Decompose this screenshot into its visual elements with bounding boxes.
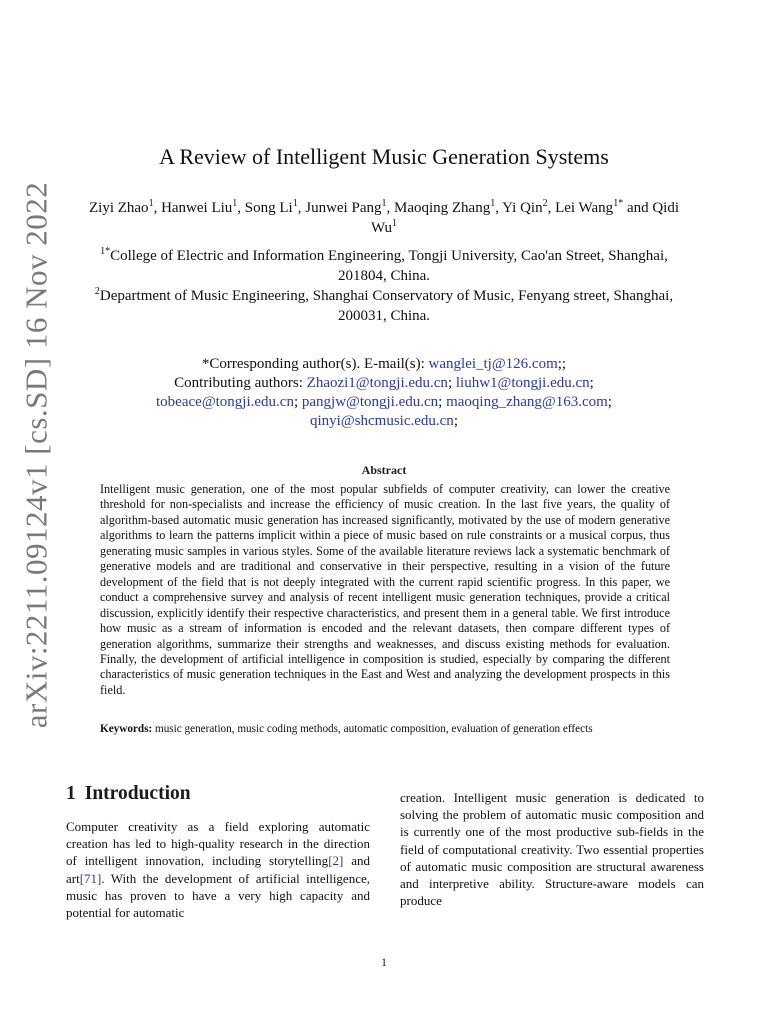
- author-name: , Lei Wang: [547, 200, 614, 216]
- separator: ;: [438, 394, 447, 410]
- email-link[interactable]: pangjw@tongji.edu.cn: [301, 394, 439, 410]
- affiliation-mark: 1*: [100, 246, 111, 257]
- body-text: and art: [66, 853, 370, 886]
- separator: ;: [607, 394, 612, 410]
- email-link[interactable]: qinyi@shcmusic.edu.cn: [310, 413, 454, 429]
- email-link[interactable]: maoqing_zhang@163.com: [446, 394, 608, 410]
- arxiv-identifier-stamp: [10, 181, 62, 729]
- author-name: , Yi Qin: [495, 200, 543, 216]
- intro-left-column: [66, 818, 370, 921]
- citation-link[interactable]: [71]: [79, 870, 102, 886]
- author-name: and Qidi Wu: [370, 200, 680, 236]
- email-link[interactable]: Zhaozi1@tongji.edu.cn: [306, 375, 448, 391]
- separator: ;;: [557, 356, 567, 372]
- body-text: Computer creativity as a field exploring automatic creation has led to high-quality research in the direction of intelligent innovation, including storytelling: [66, 819, 370, 869]
- separator: ;: [447, 375, 456, 391]
- author-list: [84, 198, 684, 238]
- author-affiliation-mark: 1*: [613, 198, 624, 209]
- contact-info: [84, 355, 684, 431]
- affiliation-text: Department of Music Engineering, Shanghai Conservatory of Music, Fenyang street, Shanghai, 200031, China.: [99, 288, 674, 324]
- author-affiliation-mark: 1: [232, 198, 238, 209]
- email-link[interactable]: tobeace@tongji.edu.cn: [156, 394, 294, 410]
- affiliations: [84, 246, 684, 326]
- author-affiliation-mark: 1: [381, 198, 387, 209]
- keywords-text: music generation, music coding methods, automatic composition, evaluation of generation effects: [152, 723, 593, 735]
- author-affiliation-mark: 1: [490, 198, 496, 209]
- keywords-label: Keywords:: [100, 723, 153, 735]
- corresponding-email-link[interactable]: wanglei_tj@126.com: [428, 356, 558, 372]
- paper-title: A Review of Intelligent Music Generation Systems: [159, 144, 609, 169]
- separator: ;: [453, 413, 458, 429]
- section-number: 1: [66, 783, 76, 804]
- author-affiliation-mark: 1: [148, 198, 154, 209]
- abstract-text: Intelligent music generation, one of the most popular subfields of computer creativity, can lower the creative threshold for non-specialists and increase the efficiency of music creation. In the last five years, the quality of algorithm-based automatic music generation has increased significantly, motivated by the use of modern generative algorithms to learn the patterns implicit within a piece of music based on rule constraints or a musical corpus, thus generating music samples in various styles. Some of the available literature reviews lack a systematic benchmark of generative models and are traditional and conservative in their perspective, resulting in a vision of the future development of the field that is not deeply integrated with the current rapid scientific progress. In this paper, we conduct a comprehensive survey and analysis of recent intelligent music generation techniques, provide a critical discussion, explicitly identify their respective characteristics, and present them in a general table. We first introduce how music as a stream of information is encoded and the relevant datasets, then compare different types of generation algorithms, summarize their strengths and weaknesses, and discuss existing methods for evaluation. Finally, the development of artificial intelligence in composition is studied, especially by comparing the different characteristics of music generation techniques in the East and West and analyzing the development prospects in this field.: [100, 482, 670, 697]
- separator: ;: [589, 375, 594, 391]
- affiliation-mark: 2: [94, 286, 100, 297]
- author-affiliation-mark: 2: [542, 198, 548, 209]
- section-heading-introduction: [66, 783, 191, 805]
- keywords-line: [100, 723, 680, 735]
- author-name: , Hanwei Liu: [153, 200, 233, 216]
- author-name: , Song Li: [237, 200, 293, 216]
- corresponding-author-line: [84, 355, 684, 374]
- author-name: , Junwei Pang: [297, 200, 382, 216]
- separator: ;: [293, 394, 302, 410]
- author-affiliation-mark: 1: [292, 198, 298, 209]
- email-link[interactable]: liuhw1@tongji.edu.cn: [455, 375, 590, 391]
- corresponding-label: *Corresponding author(s). E-mail(s):: [201, 356, 429, 372]
- affiliation-2: [84, 286, 684, 326]
- author-name: , Maoqing Zhang: [386, 200, 491, 216]
- section-title: Introduction: [84, 783, 191, 804]
- citation-link[interactable]: [2]: [328, 853, 344, 869]
- contributing-label: Contributing authors:: [174, 375, 307, 391]
- body-text: . With the development of artificial intelligence, music has proven to have a very high capacity and potential for automatic: [66, 870, 370, 921]
- intro-right-column: creation. Intelligent music generation is dedicated to solving the problem of automatic music composition and is currently one of the most productive sub-fields in the field of computational creativity. Two essential properties of automatic music composition are structural awareness and interpretive ability. Structure-aware models can produce: [400, 790, 704, 909]
- author-affiliation-mark: 1: [392, 218, 398, 229]
- contributing-authors-line: [84, 374, 684, 393]
- affiliation-text: College of Electric and Information Engineering, Tongji University, Cao'an Street, Shanghai, 201804, China.: [110, 248, 668, 284]
- affiliation-1: [84, 246, 684, 286]
- arxiv-identifier-text: arXiv:2211.09124v1 [cs.SD] 16 Nov 2022: [18, 181, 53, 729]
- contributing-authors-line: [84, 393, 684, 412]
- author-name: Ziyi Zhao: [88, 200, 149, 216]
- abstract-heading: Abstract: [361, 463, 407, 477]
- contributing-authors-line: [84, 412, 684, 431]
- page-number: 1: [381, 955, 387, 969]
